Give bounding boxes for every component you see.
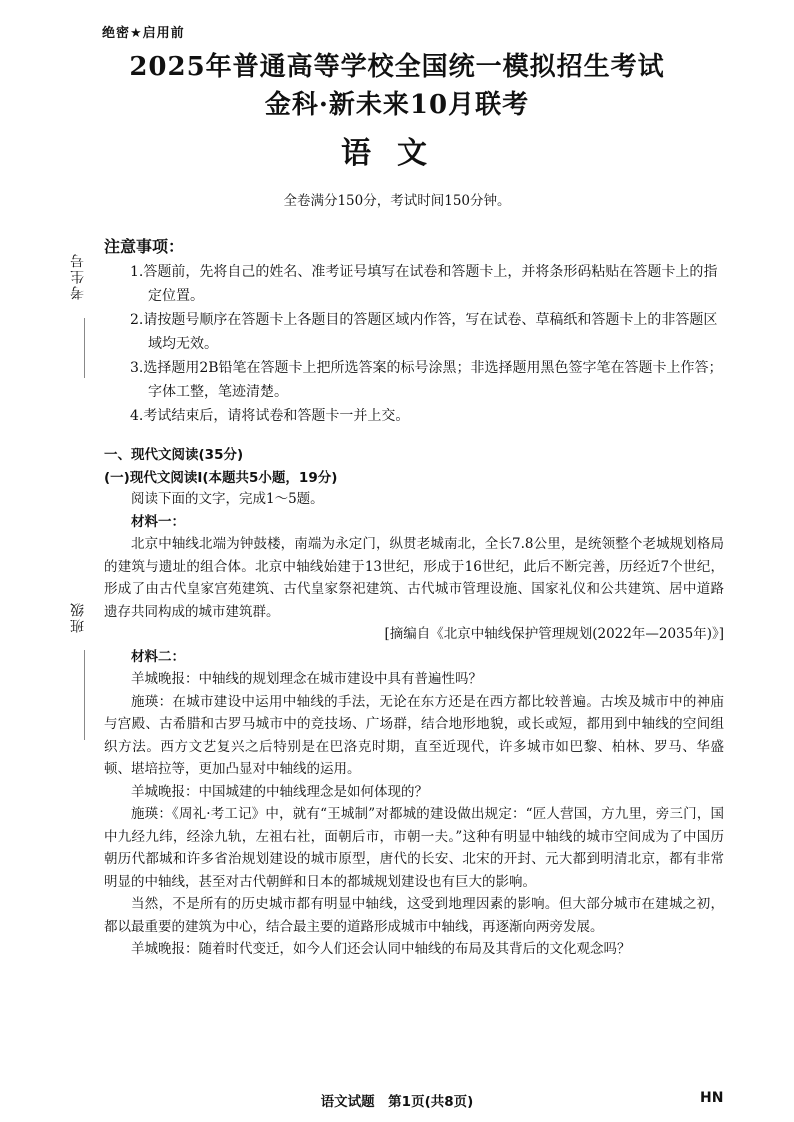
- note-item: 1.答题前，先将自己的姓名、准考证号填写在试卷和答题卡上，并将条形码粘贴在答题卡上的指定位置。: [130, 264, 718, 304]
- reading-passage: [104, 488, 724, 961]
- subsection-heading: (一)现代文阅读Ⅰ(本题共5小题，19分): [104, 470, 338, 486]
- page-footer: 语文试题 第1页(共8页): [320, 1094, 474, 1110]
- material1-source: [摘编自《北京中轴线保护管理规划(2022年—2035年)》]: [384, 626, 724, 642]
- material1-text: 北京中轴线北端为钟鼓楼，南端为永定门，纵贯老城南北，全长7.8公里，是统领整个老城规划格局的建筑与遗址的组合体。北京中轴线始建于13世纪，形成于16世纪，此后不断完善，历经近7个世纪，形成了由古代皇家宫苑建筑、古代皇家祭祀建筑、古代城市管理设施、国家礼仪和公共建筑、居中道路遗存共同构成的城市建筑群。: [104, 536, 724, 620]
- note-item: 3.选择题用2B铅笔在答题卡上把所选答案的标号涂黑；非选择题用黑色签字笔在答题卡上作答；字体工整，笔迹清楚。: [130, 360, 723, 400]
- note-item: 4.考试结束后，请将试卷和答题卡一并上交。: [130, 408, 410, 424]
- region-code: HN: [700, 1090, 724, 1106]
- section-heading: 一、现代文阅读(35分): [104, 447, 244, 463]
- class-label: 班级: [70, 601, 86, 633]
- material2-paragraph: 施瑛：《周礼·考工记》中，就有“王城制”对都城的建设做出规定：“匠人营国，方九里，旁三门，国中九经九纬，经涂九轨，左祖右社，面朝后市，市朝一夫。”这种有明显中轴线的城市空间成为了中国历朝历代都城和许多省治规划建设的城市原型，唐代的长安、北宋的开封、元大都到明清北京，都有非常明显的中轴线，甚至对古代朝鲜和日本的都城规划建设也有巨大的影响。: [104, 806, 724, 890]
- exam-title: 2025年普通高等学校全国统一模拟招生考试: [129, 52, 665, 82]
- confidential-label: 绝密★启用前: [102, 26, 185, 41]
- material2-paragraph: 羊城晚报：中轴线的规划理念在城市建设中具有普遍性吗？: [131, 671, 482, 687]
- material2-paragraph: 施瑛：在城市建设中运用中轴线的手法，无论在东方还是在西方都比较普遍。古埃及城市中的神庙与宫殿、古希腊和古罗马城市中的竞技场、广场群，结合地形地貌，或长或短，都用到中轴线的空间组织方法。西方文艺复兴之后特别是在巴洛克时期，直至近现代，许多城市如巴黎、柏林、罗马、华盛顿、堪培拉等，更加凸显对中轴线的运用。: [104, 693, 724, 777]
- material2-label: 材料二：: [131, 648, 185, 665]
- exam-subtitle: 金科·新未来10月联考: [264, 90, 530, 120]
- material1-label: 材料一：: [131, 513, 185, 530]
- subject-title: 语文: [341, 136, 453, 171]
- material2-paragraph: 羊城晚报：中国城建的中轴线理念是如何体现的？: [131, 783, 428, 800]
- notes-title: 注意事项：: [104, 237, 185, 256]
- material2-paragraph: 当然，不是所有的历史城市都有明显中轴线，这受到地理因素的影响。但大部分城市在建城之初，都以最重要的建筑为中心，结合最主要的道路形成城市中轴线，再逐渐向两旁发展。: [104, 896, 724, 935]
- note-item: 2.请按题号顺序在答题卡上各题目的答题区域内作答，写在试卷、草稿纸和答题卡上的非答题区域均无效。: [130, 312, 718, 352]
- material2-paragraph: 羊城晚报：随着时代变迁，如今人们还会认同中轴线的布局及其背后的文化观念吗？: [131, 941, 631, 957]
- instruction: 阅读下面的文字，完成1～5题。: [131, 491, 324, 507]
- score-time-note: 全卷满分150分，考试时间150分钟。: [283, 193, 511, 209]
- class-line: [84, 650, 85, 740]
- candidate-number-label: 考生号: [70, 252, 86, 300]
- notes-list: [130, 260, 730, 428]
- candidate-number-line: [84, 318, 85, 378]
